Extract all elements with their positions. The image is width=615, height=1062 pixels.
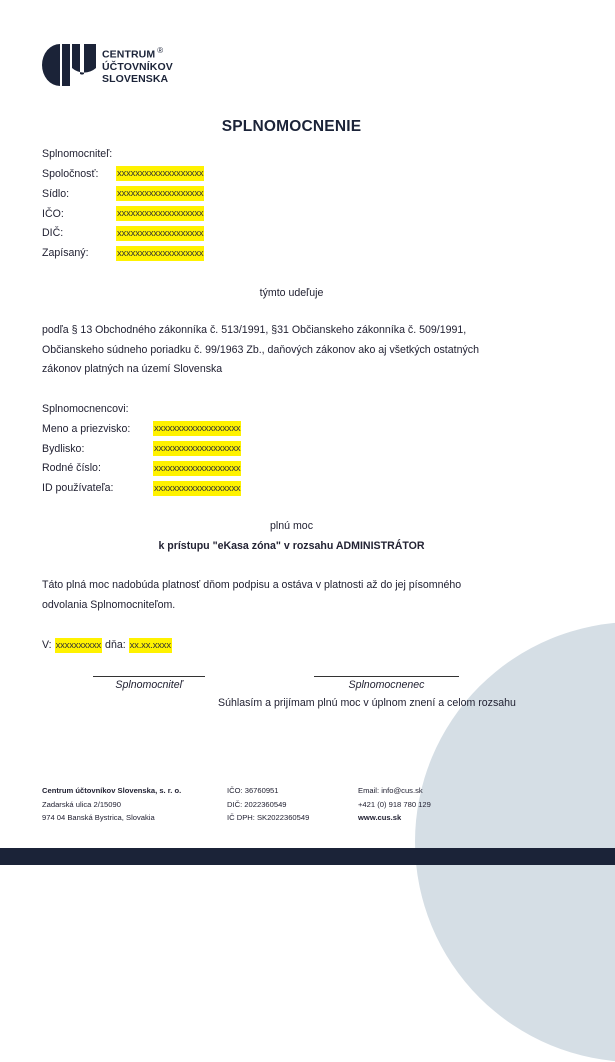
attorney-heading: Splnomocnencovi: [42,403,129,415]
legal-basis-line-1: podľa § 13 Obchodného zákonníka č. 513/1991, §31 Občianskeho zákonníka č. 509/1991, [42,324,467,336]
grantor-signature-line [93,676,205,677]
legal-basis-line-3: zákonov platných na území Slovenska [42,363,223,375]
grants-text: týmto udeľuje [259,287,324,299]
footer-ico: IČO: 36760951 [227,786,279,795]
place-label: V: [42,639,52,651]
grantor-registered-value[interactable]: xxxxxxxxxxxxxxxxxxx [117,248,204,259]
footer-contact [358,784,431,825]
attorney-address-value[interactable]: xxxxxxxxxxxxxxxxxxx [154,443,241,454]
logo-text: CENTRUM ® ÚČTOVNÍKOV SLOVENSKA [102,46,173,85]
grantor-ico-value[interactable]: xxxxxxxxxxxxxxxxxxx [117,208,204,219]
place-value[interactable]: xxxxxxxxxx [55,640,102,651]
date-value[interactable]: xx.xx.xxxx [129,640,171,651]
grantor-heading: Splnomocniteľ: [42,148,113,160]
footer-company-name: Centrum účtovníkov Slovenska, s. r. o. [42,786,182,795]
footer-icdph: IČ DPH: SK2022360549 [227,813,310,822]
footer-phone[interactable]: +421 (0) 918 780 129 [358,799,431,809]
grantor-dic-value[interactable]: xxxxxxxxxxxxxxxxxxx [117,228,204,239]
footer-street: Zadarská ulica 2/15090 [42,799,121,809]
document-title: SPLNOMOCNENIE [221,118,362,135]
date-label: dňa: [105,639,126,651]
full-power-text: plnú moc [270,520,313,532]
attorney-address-label: Bydlisko: [42,443,85,455]
legal-basis-line-2: Občianskeho súdneho poriadku č. 99/1963 Zb., daňových zákonov ako aj všetkých ostatných [42,344,479,356]
attorney-birthnumber-value[interactable]: xxxxxxxxxxxxxxxxxxx [154,463,241,474]
company-logo [42,44,173,86]
grantor-ico-label: IČO: [42,208,64,220]
grantor-seat-value[interactable]: xxxxxxxxxxxxxxxxxxx [117,188,204,199]
grantor-company-value[interactable]: xxxxxxxxxxxxxxxxxxx [117,168,204,179]
place-date-row [42,639,172,651]
footer-dic: DIČ: 2022360549 [227,799,287,809]
validity-line-1: Táto plná moc nadobúda platnosť dňom podpisu a ostáva v platnosti až do jej písomného [42,579,462,591]
attorney-name-label: Meno a priezvisko: [42,423,131,435]
footer-website[interactable]: www.cus.sk [358,813,402,822]
footer-email[interactable]: Email: info@cus.sk [358,786,423,795]
grantor-dic-label: DIČ: [42,227,64,239]
grantor-registered-label: Zapísaný: [42,247,89,259]
validity-line-2: odvolania Splnomocniteľom. [42,599,176,611]
attorney-name-value[interactable]: xxxxxxxxxxxxxxxxxxx [154,423,241,434]
logo-mark-icon [42,44,96,86]
grantor-company-label: Spoločnosť: [42,168,99,180]
grantor-seat-label: Sídlo: [42,188,70,200]
attorney-birthnumber-label: Rodné číslo: [42,462,101,474]
attorney-signature-label: Splnomocnenec [348,679,425,691]
scope-text: k prístupu "eKasa zóna" v rozsahu ADMINISTRÁTOR [158,540,425,552]
bottom-bar [0,848,615,865]
attorney-userid-value[interactable]: xxxxxxxxxxxxxxxxxxx [154,483,241,494]
footer-tax-ids [227,784,309,825]
footer-company [42,784,181,825]
consent-text: Súhlasím a prijímam plnú moc v úplnom znení a celom rozsahu [218,697,516,709]
attorney-signature-line [314,676,459,677]
attorney-userid-label: ID používateľa: [42,482,114,494]
grantor-signature-label: Splnomocniteľ [115,679,183,691]
footer-city: 974 04 Banská Bystrica, Slovakia [42,813,155,822]
